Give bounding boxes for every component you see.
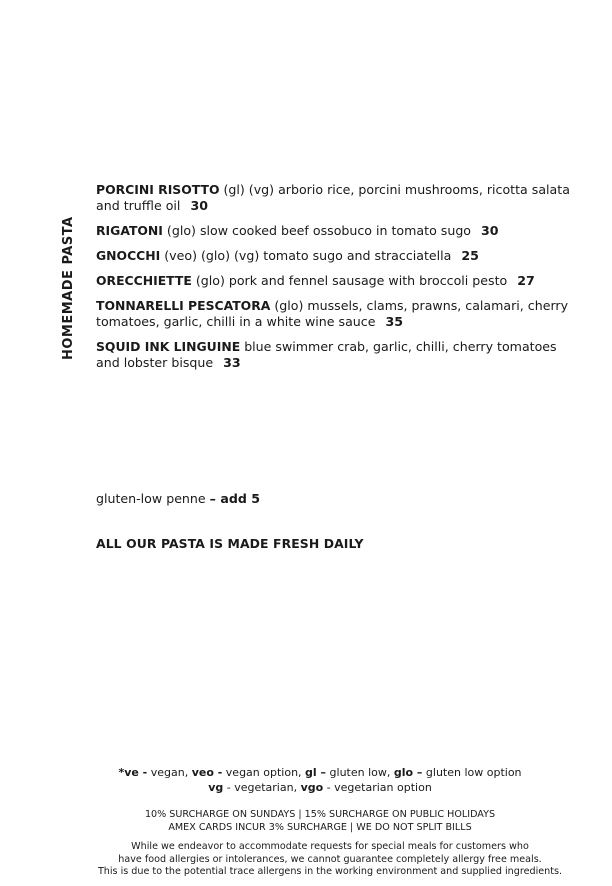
legend-key-vgo: vgo [300,781,324,794]
surcharge-notice [90,808,550,834]
extra-option-text: gluten-low penne [96,491,210,506]
menu-item-description: (glo) mussels, clams, prawns, calamari, cherry tomatoes, garlic, chilli in a white wine sauce [96,298,569,329]
menu-item-description: (glo) slow cooked beef ossobuco in tomato sugo [162,223,472,238]
legend-value-vg: - vegetarian, [223,781,301,794]
allergy-line-3: This is due to the potential trace allergens in the working environment and supplied ingredients. [97,866,563,877]
menu-item-price: 35 [385,314,403,329]
legend-key-ve: *ve - [118,766,148,779]
dietary-legend [90,765,550,795]
menu-item [96,273,576,289]
menu-item-description: (gl) (vg) arborio rice, porcini mushrooms, ricotta salata and truffle oil [96,182,570,213]
menu-item-price: 25 [461,248,479,263]
menu-item-price: 27 [517,273,535,288]
legend-value-vgo: - vegetarian option [323,781,432,794]
legend-value-glo: gluten low option [422,766,522,779]
allergy-line-2: have food allergies or intolerances, we cannot guarantee completely allergy free meals. [118,853,542,865]
menu-item-name: GNOCCHI [96,248,161,263]
menu-item-price: 30 [481,223,499,238]
surcharge-line-1: 10% SURCHARGE ON SUNDAYS | 15% SURCHARGE ON PUBLIC HOLIDAYS [144,809,496,820]
legend-key-glo: glo – [393,766,423,779]
allergy-line-1: While we endeavor to accommodate requests for special meals for customers who [131,841,529,852]
legend-value-ve: vegan, [147,766,192,779]
surcharge-line-2: AMEX CARDS INCUR 3% SURCHARGE | WE DO NOT SPLIT BILLS [168,822,472,833]
menu-item [96,223,576,239]
extra-option [96,491,260,507]
menu-item [96,339,576,371]
menu-item-price: 33 [223,355,241,370]
menu-item-name: PORCINI RISOTTO [96,182,220,197]
menu-item-name: ORECCHIETTE [96,273,192,288]
fresh-note: ALL OUR PASTA IS MADE FRESH DAILY [96,536,364,551]
menu-item-description: (veo) (glo) (vg) tomato sugo and stracciatella [160,248,452,263]
allergy-disclaimer [82,841,578,879]
menu-item [96,182,576,214]
menu-item-description: blue swimmer crab, garlic, chilli, cherry tomatoes and lobster bisque [96,339,557,370]
menu-item-description: (glo) pork and fennel sausage with broccoli pesto [191,273,508,288]
extra-option-price: – add 5 [209,491,261,506]
menu-item-name: RIGATONI [96,223,163,238]
legend-line-2 [90,780,550,795]
section-title: HOMEMADE PASTA [61,216,76,360]
legend-key-veo: veo - [191,766,223,779]
legend-key-gl: gl – [305,766,327,779]
menu-item-name: TONNARELLI PESCATORA [96,298,271,313]
menu-item-name: SQUID INK LINGUINE [96,339,241,354]
legend-key-vg: vg [208,781,224,794]
legend-value-gl: gluten low, [326,766,394,779]
menu-item-price: 30 [190,198,208,213]
legend-value-veo: vegan option, [222,766,306,779]
legend-line-1 [90,765,550,780]
menu-item [96,248,576,264]
menu-list [96,182,576,380]
menu-item [96,298,576,330]
